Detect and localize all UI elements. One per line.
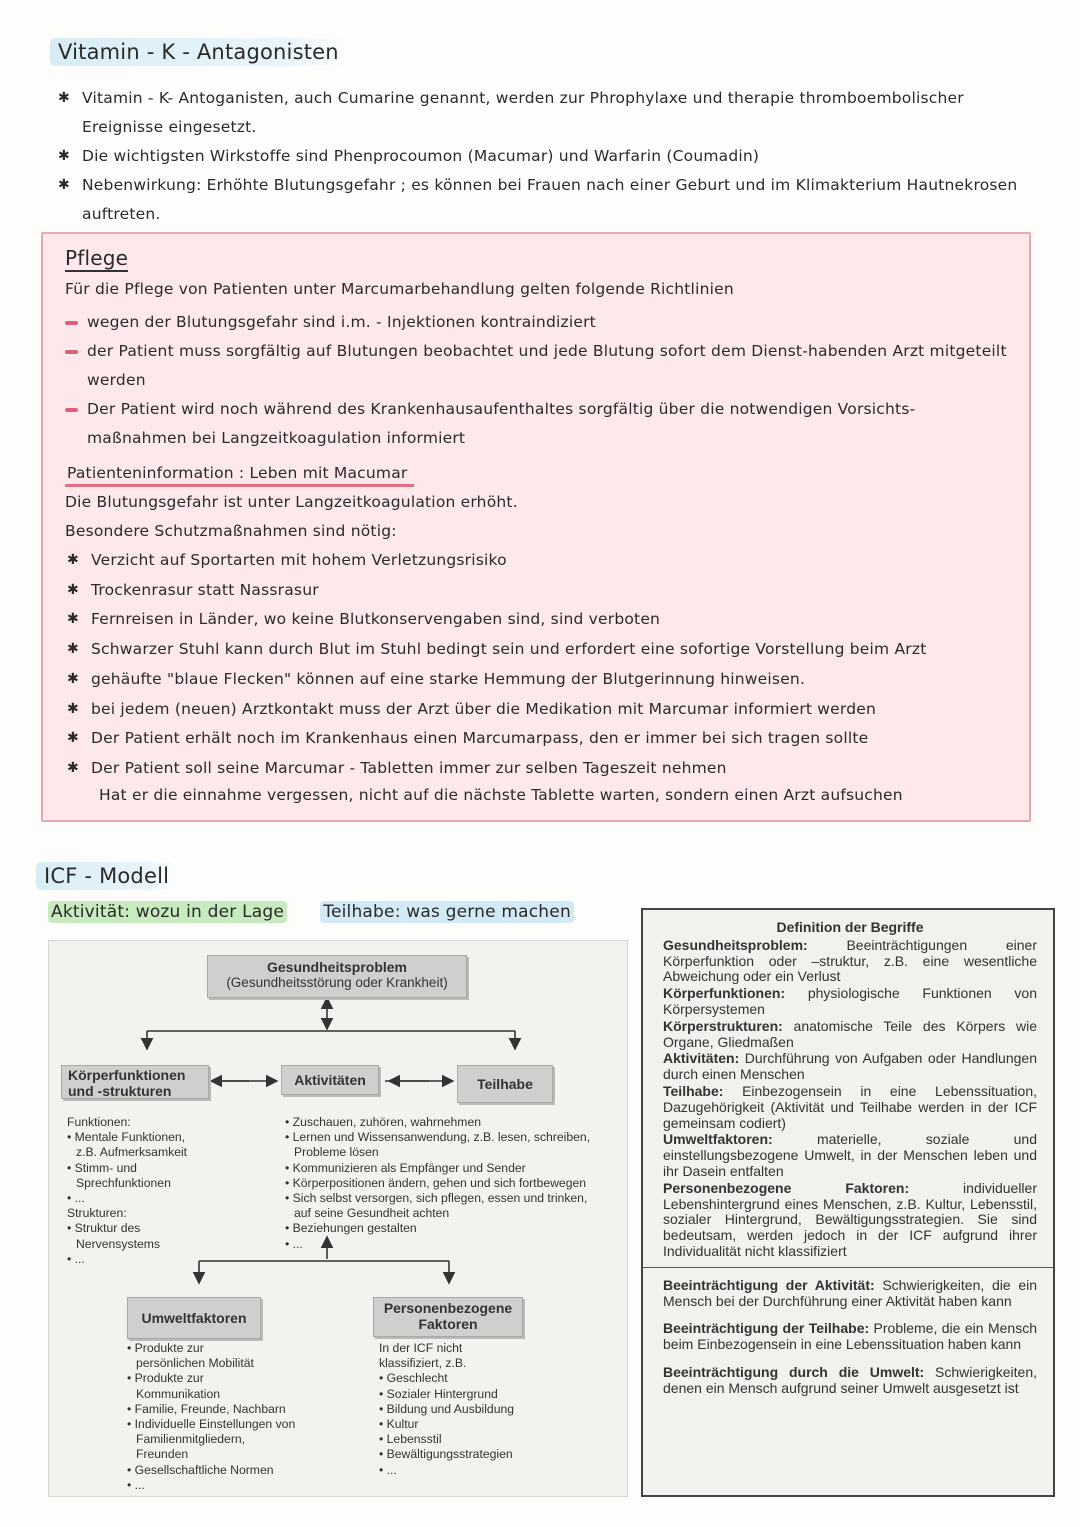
diagram-line: auf seine Gesundheit achten: [294, 1206, 450, 1221]
diagram-line: Strukturen:: [67, 1206, 127, 1221]
impairment-term: Beeinträchtigung der Teilhabe:: [663, 1320, 870, 1337]
icf-diagram: [48, 940, 628, 1497]
diagram-line: Funktionen:: [67, 1115, 131, 1129]
diagram-line: Sprechfunktionen: [76, 1175, 171, 1190]
diagram-line: • Stimm- und: [67, 1160, 137, 1175]
vitamin-k-bullet: ✱ Die wichtigsten Wirkstoffe sind Phenprocoumon (Macumar) und Warfarin (Coumadin): [58, 142, 1018, 171]
definition-term: Personenbezogene Faktoren:: [663, 1179, 910, 1196]
definition-text: physiologische Funktionen von Körpersystemen: [663, 985, 1037, 1017]
umweltfaktoren-title: Umweltfaktoren: [141, 1310, 247, 1326]
patient-info-item: ✱ Trockenrasur statt Nassrasur: [65, 576, 1015, 606]
pflege-guideline: wegen der Blutungsgefahr sind i.m. - Injektionen kontraindiziert: [65, 308, 1015, 337]
diagram-line: Familienmitgliedern,: [136, 1432, 246, 1447]
diagram-line: • ...: [285, 1236, 303, 1251]
definition-text: Durchführung von Aufgaben oder Handlungen durch einen Menschen: [663, 1050, 1037, 1083]
diagram-line: • Zuschauen, zuhören, wahrnehmen: [285, 1115, 481, 1129]
diagram-line: • Produkte zur: [127, 1341, 204, 1355]
pflege-guideline-list: [65, 308, 1015, 453]
definitions-box: [641, 908, 1055, 1497]
definition-term: Umweltfaktoren:: [663, 1131, 773, 1148]
diagram-line: • Beziehungen gestalten: [285, 1221, 417, 1236]
vitamin-k-bullet-list: [58, 84, 1018, 229]
diagram-line: Freunden: [136, 1447, 189, 1462]
aktivitaet-note: Aktivität: wozu in der Lage: [48, 901, 287, 923]
pflege-box: [41, 232, 1031, 822]
diagram-line: • ...: [127, 1477, 145, 1492]
diagram-line: • ...: [67, 1191, 85, 1206]
personenbezogene-title: Personenbezogene: [383, 1300, 513, 1316]
impairment-text: Schwierigkeiten, denen ein Mensch aufgrund seiner Umwelt ausgesetzt ist: [663, 1363, 1037, 1396]
section-title-icf: ICF - Modell: [36, 862, 177, 890]
impairment-term: Beeinträchtigung durch die Umwelt:: [663, 1363, 925, 1380]
section-title-vitamin-k: Vitamin - K - Antagonisten: [50, 38, 347, 66]
definition-term: Körperfunktionen:: [663, 985, 786, 1002]
pflege-intro: Für die Pflege von Patienten unter Marcumarbehandlung gelten folgende Richtlinien: [65, 280, 734, 298]
aktivitaeten-text: [285, 1115, 590, 1252]
diagram-line: persönlichen Mobilität: [136, 1356, 254, 1371]
patient-info-item: ✱ Der Patient soll seine Marcumar - Tabletten immer zur selben Tageszeit nehmen: [65, 754, 1015, 784]
definition-term: Gesundheitsproblem:: [663, 936, 808, 953]
impairment-text: Schwierigkeiten, die ein Mensch bei der Durchführung einer Aktivität haben kann: [663, 1276, 1037, 1309]
patient-info-line: Die Blutungsgefahr ist unter Langzeitkoagulation erhöht.: [65, 493, 518, 511]
umweltfaktoren-text: [127, 1341, 295, 1493]
definitions-divider: [643, 1267, 1053, 1268]
definition-term: Aktivitäten:: [663, 1050, 740, 1067]
diagram-line: • Geschlecht: [379, 1371, 448, 1386]
koerperfunktionen-title: Körperfunktionen: [68, 1067, 186, 1083]
impairment-text: Probleme, die ein Mensch beim Einbezogensein in eine Lebenssituation haben kann: [663, 1320, 1037, 1353]
definitions-heading: Definition der Begriffe: [776, 919, 924, 935]
diagram-line: • Individuelle Einstellungen von: [127, 1417, 296, 1432]
personenbezogene-title-2: Faktoren: [418, 1316, 478, 1332]
box-teilhabe: [457, 1065, 553, 1103]
patient-info-item: ✱ Verzicht auf Sportarten mit hohem Verletzungsrisiko: [65, 546, 1015, 576]
impairment-item: [663, 1365, 1037, 1397]
diagram-line: • Sich selbst versorgen, sich pflegen, essen und trinken,: [285, 1191, 588, 1206]
diagram-line: • Sozialer Hintergrund: [379, 1386, 498, 1401]
teilhabe-note: Teilhabe: was gerne machen: [320, 901, 574, 923]
vitamin-k-bullet: ✱ Nebenwirkung: Erhöhte Blutungsgefahr ; es können bei Frauen nach einer Geburt und im Klimakterium Hautnekrosen auftreten.: [58, 171, 1018, 229]
patient-info-list: [65, 546, 1015, 784]
definition-item: [663, 986, 1037, 1018]
definition-term: Körperstrukturen:: [663, 1017, 783, 1034]
patient-info-item: ✱ Der Patient erhält noch im Krankenhaus einen Marcumarpass, den er immer bei sich tragen sollte: [65, 724, 1015, 754]
diagram-line: klassifiziert, z.B.: [379, 1356, 467, 1371]
diagram-line: • Gesellschaftliche Normen: [127, 1462, 274, 1477]
funktionen-text: [67, 1115, 187, 1267]
personenbezogene-text: [379, 1341, 514, 1478]
patient-info-item: ✱ Fernreisen in Länder, wo keine Blutkonservengaben sind, sind verboten: [65, 605, 1015, 635]
impairment-item: [663, 1278, 1037, 1310]
diagram-line: • Produkte zur: [127, 1371, 204, 1386]
pflege-guideline: der Patient muss sorgfältig auf Blutungen beobachtet und jede Blutung sofort dem Dienst-habenden Arzt mitgeteilt werden: [65, 337, 1015, 395]
diagram-line: Nervensystems: [76, 1236, 160, 1251]
patient-info-text: [65, 488, 518, 546]
diagram-line: • Kommunizieren als Empfänger und Sender: [285, 1160, 526, 1175]
patient-info-item: ✱ Schwarzer Stuhl kann durch Blut im Stuhl bedingt sein und erfordert eine sofortige Vorstellung beim Arzt: [65, 635, 1015, 665]
definition-text: Beeinträchtigungen einer Körperfunktion oder –struktur, z.B. eine wesentliche Abweichung oder ein Verlust: [663, 936, 1037, 985]
patient-info-item: ✱ gehäufte "blaue Flecken" können auf eine starke Hemmung der Blutgerinnung hinweisen.: [65, 665, 1015, 695]
box-gesundheitsproblem: [207, 955, 467, 998]
gesundheitsproblem-subtitle: (Gesundheitsstörung oder Krankheit): [226, 975, 448, 990]
diagram-line: • Bewältigungsstrategien: [379, 1447, 513, 1462]
aktivitaeten-title: Aktivitäten: [294, 1072, 366, 1088]
definition-text: individueller Lebenshintergrund eines Menschen, z.B. Kultur, Lebensstil, sozialer Hintergrund, Bewältigungsstrategien. Sie sind bedeutsam, werden jedoch in der ICF aufgrund ihrer Individualität nicht klassifiziert: [663, 1179, 1037, 1259]
patient-info-heading: Patienteninformation : Leben mit Macumar: [65, 462, 414, 487]
patient-info-item: ✱ bei jedem (neuen) Arztkontakt muss der Arzt über die Medikation mit Marcumar informiert werden: [65, 695, 1015, 725]
icf-notes: [48, 902, 574, 922]
gesundheitsproblem-title: Gesundheitsproblem: [266, 959, 408, 975]
definition-item: [663, 1051, 1037, 1083]
diagram-line: • Lebensstil: [379, 1432, 442, 1447]
impairment-term: Beeinträchtigung der Aktivität:: [663, 1276, 875, 1293]
diagram-line: • ...: [379, 1462, 397, 1477]
definition-item: [663, 1019, 1037, 1051]
diagram-line: • Mentale Funktionen,: [67, 1130, 186, 1145]
impairment-item: [663, 1321, 1037, 1353]
diagram-line: • Kultur: [379, 1417, 419, 1432]
definition-item: [663, 1132, 1037, 1179]
vitamin-k-bullet: ✱ Vitamin - K- Antoganisten, auch Cumarine genannt, werden zur Phrophylaxe und therapie thromboembolischer Ereignisse eingesetzt.: [58, 84, 1018, 142]
definition-item: [663, 938, 1037, 985]
definition-text: Einbezogensein in eine Lebenssituation, Dazugehörigkeit (Aktivität und Teilhabe werden in der ICF gemeinsam codiert): [663, 1082, 1037, 1131]
teilhabe-title: Teilhabe: [477, 1076, 533, 1092]
koerperfunktionen-title-2: und -strukturen: [68, 1083, 172, 1099]
definition-item: [663, 1084, 1037, 1131]
diagram-line: • ...: [67, 1251, 85, 1266]
pflege-heading: Pflege: [65, 246, 129, 270]
box-personenbezogene-faktoren: [373, 1297, 523, 1337]
diagram-line: Probleme lösen: [294, 1145, 379, 1160]
definition-text: anatomische Teile des Körpers wie Organe, Gliedmaßen: [663, 1017, 1037, 1050]
box-koerperfunktionen: [61, 1065, 209, 1099]
patient-info-line: Besondere Schutzmaßnahmen sind nötig:: [65, 522, 397, 540]
definition-term: Teilhabe:: [663, 1082, 724, 1099]
diagram-line: • Bildung und Ausbildung: [379, 1401, 515, 1416]
pflege-guideline: Der Patient wird noch während des Krankenhausaufenthaltes sorgfältig über die notwendigen Vorsichts-maßnahmen bei Langzeitkoagulation informiert: [65, 395, 1015, 453]
definition-text: materielle, soziale und einstellungsbezogene Umwelt, in der Menschen leben und ihr Dasein entfalten: [663, 1131, 1037, 1179]
diagram-line: • Lernen und Wissensanwendung, z.B. lesen, schreiben,: [285, 1130, 591, 1145]
patient-info-last-line: Hat er die einnahme vergessen, nicht auf die nächste Tablette warten, sondern einen Arzt aufsuchen: [99, 786, 903, 804]
diagram-line: • Struktur des: [67, 1221, 141, 1236]
diagram-line: z.B. Aufmerksamkeit: [76, 1145, 188, 1160]
diagram-line: • Familie, Freunde, Nachbarn: [127, 1401, 286, 1416]
diagram-line: Kommunikation: [136, 1386, 220, 1401]
box-aktivitaeten: [281, 1065, 379, 1095]
diagram-line: In der ICF nicht: [379, 1341, 463, 1355]
box-umweltfaktoren: [127, 1297, 261, 1339]
diagram-line: • Körperpositionen ändern, gehen und sich fortbewegen: [285, 1175, 587, 1190]
definition-item: [663, 1181, 1037, 1260]
